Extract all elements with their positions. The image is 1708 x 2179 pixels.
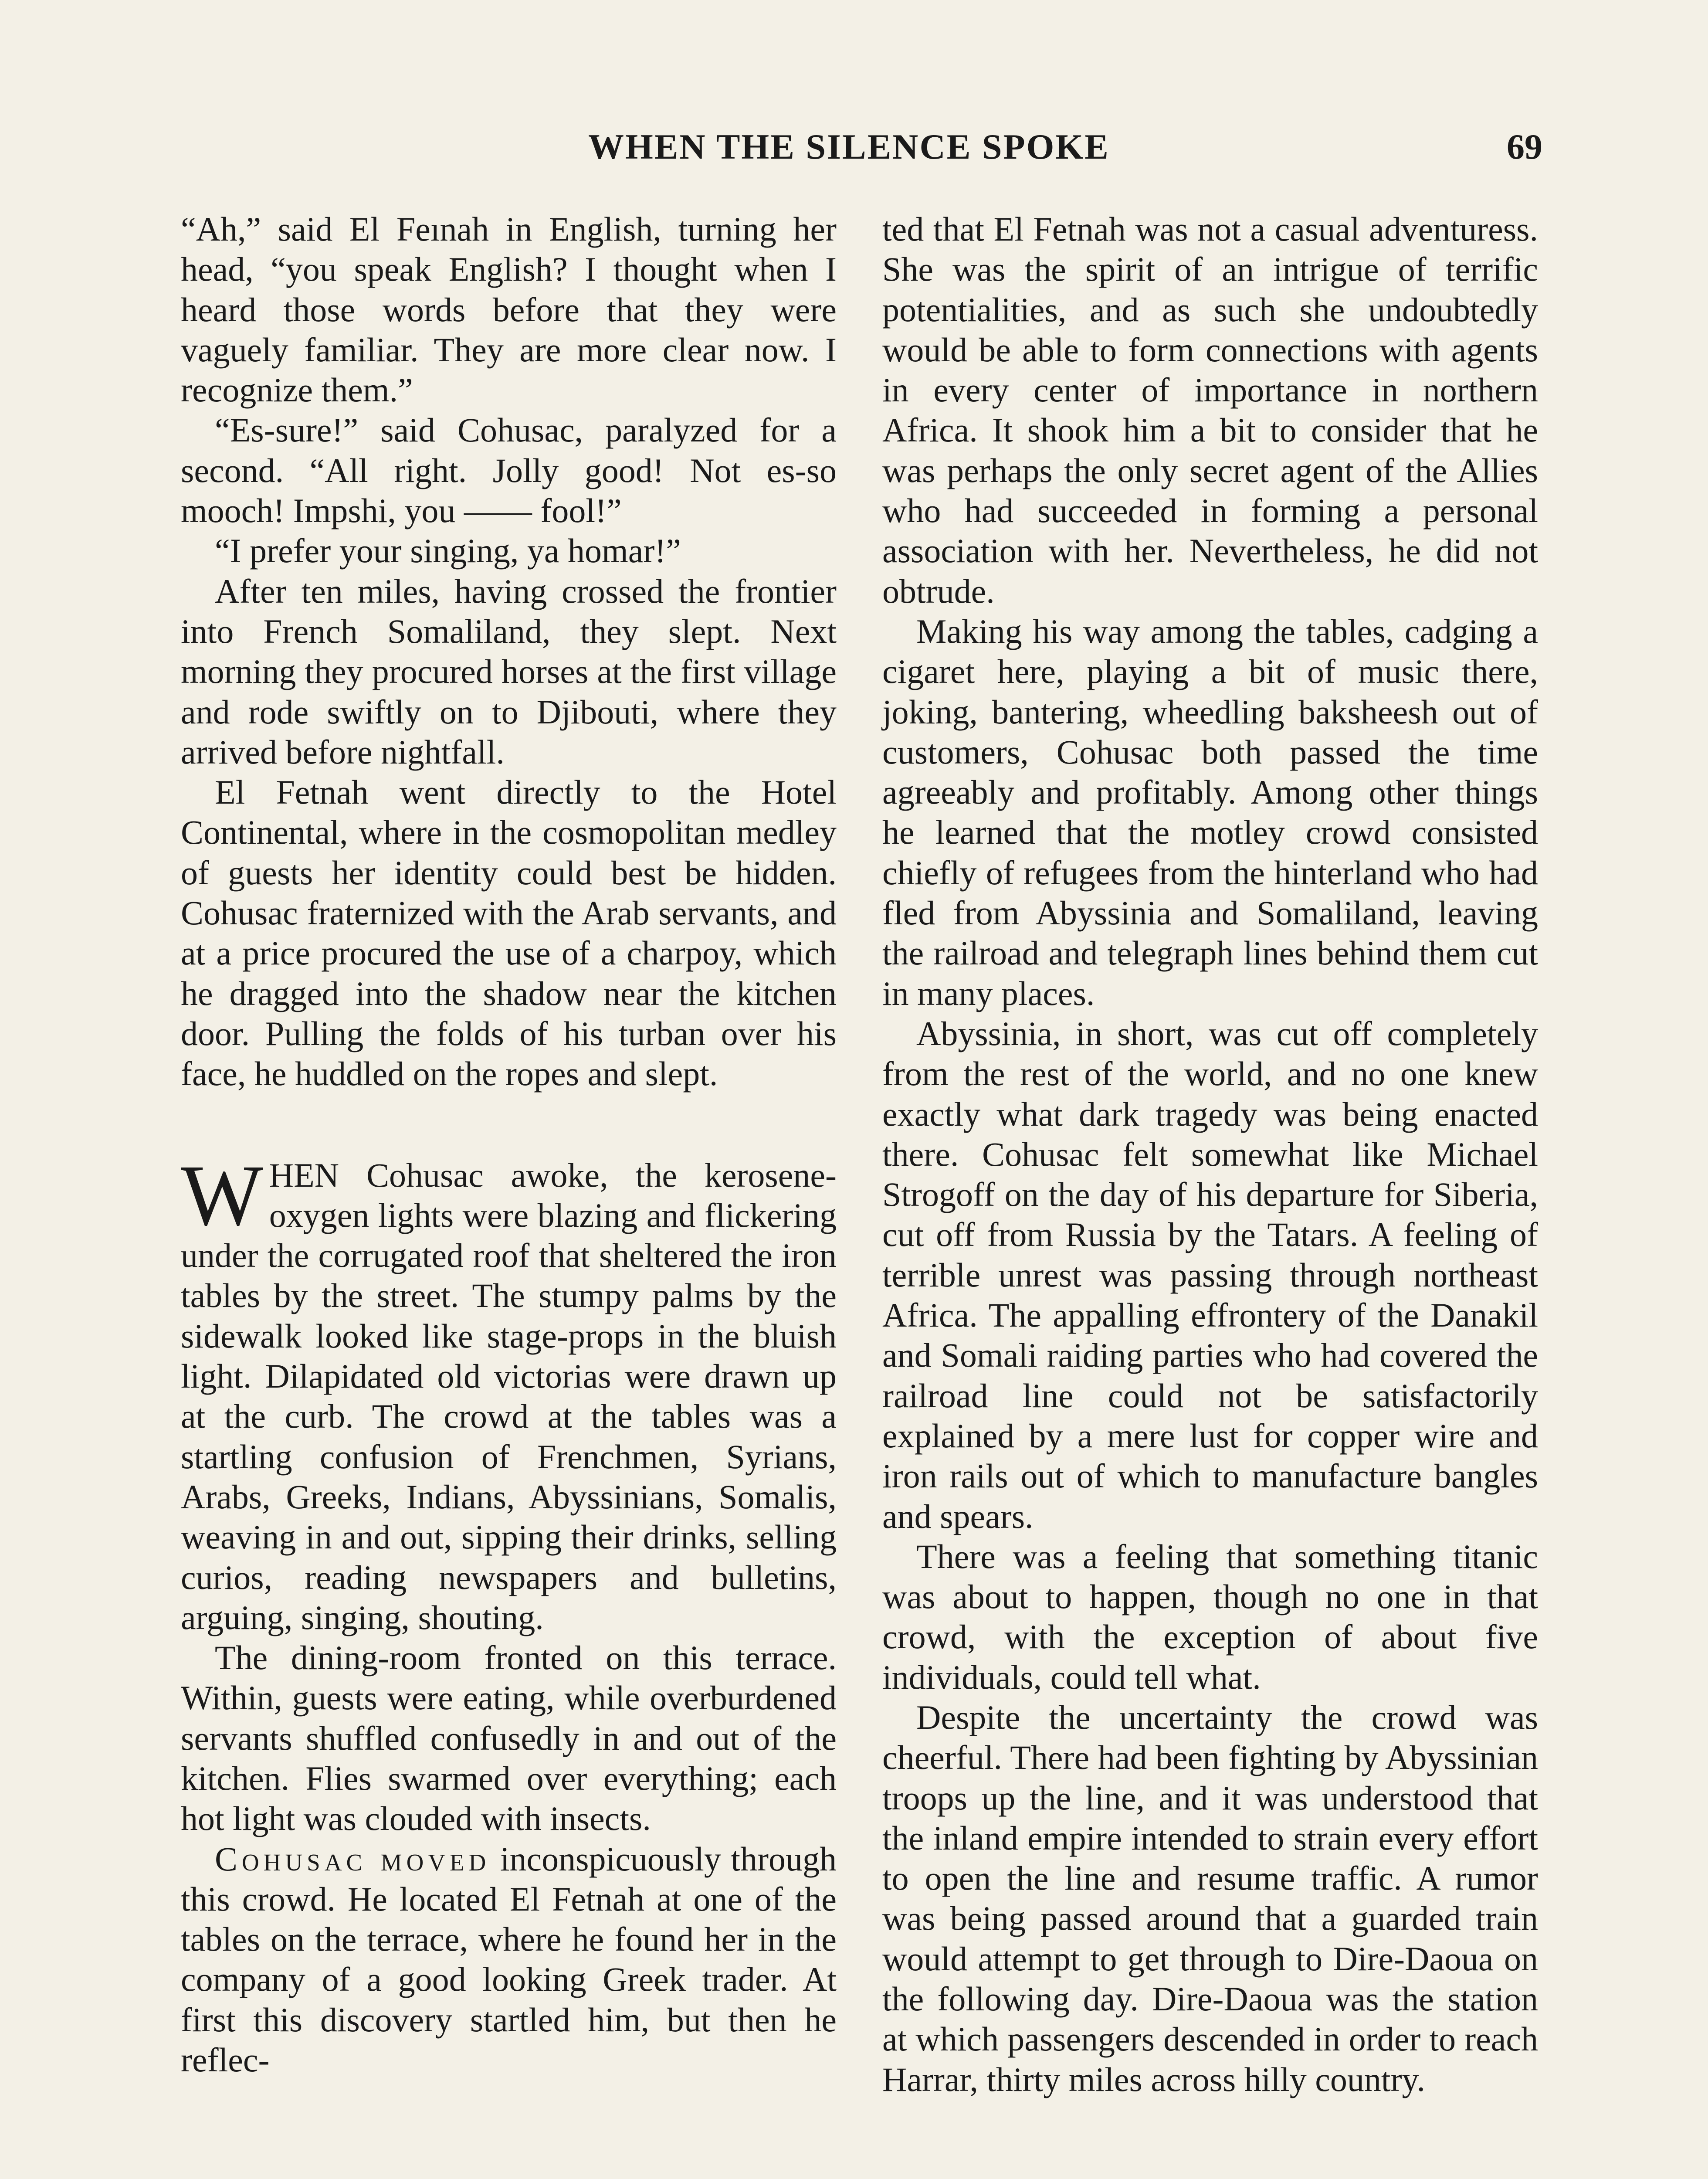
paragraph: Despite the uncertainty the crowd was cheerful. There had been fighting by Abyssinian troops up the line, and it was understood that the inland empire intended to strain every effort to open the line and resume traffic. A rumor was being passed around that a guarded train would attempt to get through to Dire-Daoua on the following day. Dire-Daoua was the station at which passengers descended in order to reach Harrar, thirty miles across hilly country. xyxy=(882,1698,1538,2098)
paragraph: “Es-sure!” said Cohusac, paralyzed for a second. “All right. Jolly good! Not es-so mooch! Impshi, you —— fool!” xyxy=(181,411,837,530)
drop-cap: W xyxy=(181,1147,263,1244)
right-column xyxy=(882,209,1538,2100)
paragraph: There was a feeling that something titanic was about to happen, though no one in that crowd, with the exception of about five individuals, could tell what. xyxy=(882,1537,1538,1696)
paragraph: “I prefer your singing, ya homar!” xyxy=(215,532,681,570)
paragraph: The dining-room fronted on this terrace. Within, guests were eating, while overburdened servants shuffled confusedly in and out of the kitchen. Flies swarmed over everything; each hot light was clouded with insects. xyxy=(181,1639,837,1838)
left-column xyxy=(181,209,837,2080)
paragraph: Making his way among the tables, cadging a cigaret here, playing a bit of music there, joking, bantering, wheedling baksheesh out of customers, Cohusac both passed the time agreeably and profitably. Among other things he learned that the motley crowd consisted chiefly of refugees from the hinterland who had fled from Abyssinia and Somaliland, leaving the railroad and telegraph lines behind them cut in many places. xyxy=(882,612,1538,1012)
paragraph-rest: inconspicuously through this crowd. He located El Fetnah at one of the tables on the terrace, where he found her in the company of a good looking Greek trader. At first this discovery startled him, but then he reflec- xyxy=(181,1840,837,2079)
section-opening-paragraph xyxy=(181,1147,837,1638)
paragraph: “Ah,” said El Feınah in English, turning her head, “you speak English? I thought when I heard those words before that they were vaguely familiar. They are more clear now. I recognize them.” xyxy=(181,210,837,409)
paragraph: After ten miles, having crossed the frontier into French Somaliland, they slept. Next morning they procured horses at the first village and rode swiftly on to Djibouti, where they arrived before nightfall. xyxy=(181,572,837,771)
letterspaced-lead: Cohusac moved xyxy=(215,1840,491,1878)
paragraph: ted that El Fetnah was not a casual adventuress. She was the spirit of an intrigue of terrific potentialities, and as such she undoubtedly would be able to form connections with agents in every center of importance in northern Africa. It shook him a bit to consider that he was perhaps the only secret agent of the Allies who had succeeded in forming a personal association with her. Nevertheless, he did not obtrude. xyxy=(882,210,1538,610)
section-opening-text: HEN Cohusac awoke, the kerosene-oxygen lights were blazing and flickering under the corrugated roof that sheltered the iron tables by the street. The stumpy palms by the sidewalk looked like stage-props in the bluish light. Dilapidated old victorias were drawn up at the curb. The crowd at the tables was a startling confusion of Frenchmen, Syrians, Arabs, Greeks, Indians, Abyssinians, Somalis, weaving in and out, sipping their drinks, selling curios, reading newspapers and bulletins, arguing, singing, shouting. xyxy=(181,1156,837,1636)
paragraph xyxy=(181,1839,837,2081)
running-title: WHEN THE SILENCE SPOKE xyxy=(588,127,1110,166)
paragraph: Abyssinia, in short, was cut off completely from the rest of the world, and no one knew exactly what dark tragedy was being enacted there. Cohusac felt somewhat like Michael Strogoff on the day of his departure for Siberia, cut off from Russia by the Tatars. A feeling of terrible unrest was passing through northeast Africa. The appalling effrontery of the Danakil and Somali raiding parties who had covered the railroad line could not be satisfactorily explained by a mere lust for copper wire and iron rails out of which to manufacture bangles and spears. xyxy=(882,1014,1538,1535)
paragraph: El Fetnah went directly to the Hotel Continental, where in the cosmopolitan medley of guests her identity could best be hidden. Cohusac fraternized with the Arab servants, and at a price procured the use of a charpoy, which he dragged into the shadow near the kitchen door. Pulling the folds of his turban over his face, he huddled on the ropes and slept. xyxy=(181,773,837,1093)
page-number: 69 xyxy=(1507,127,1542,166)
